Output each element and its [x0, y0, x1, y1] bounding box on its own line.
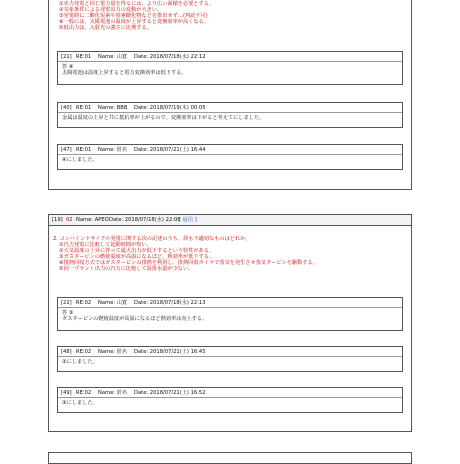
- reply-post: [57, 346, 403, 372]
- thread-01: [48, 0, 412, 190]
- reply-body-line: 答 ④: [62, 64, 74, 70]
- question-line: ①汽力発電に比較して起動時間が短い。: [59, 242, 152, 248]
- reply-header: [58, 297, 402, 308]
- question-line: ⑤同一プラント出力の汽力に比較して温排水量が少ない。: [59, 266, 194, 272]
- reply-header: [58, 51, 402, 62]
- reply-id: [40]: [61, 105, 72, 111]
- question-line: ①火力発電と同じ電力量を得るには、より広い面積を必要とする。: [59, 1, 215, 7]
- reply-name: Name: 匿名: [98, 147, 128, 153]
- question-line: ③発電時に二酸化炭素や窒素酸化物などを排出せず…(判読不可): [59, 13, 208, 19]
- reply-date: Date: 2018/07/21(土) 16:44: [134, 147, 206, 153]
- question-line: ②大気温度の上昇に伴って最大出力が低下するという特性がある。: [59, 248, 215, 254]
- reply-header: [58, 144, 402, 155]
- reply-id: [22]: [61, 300, 72, 306]
- reply-date: Date: 2018/07/21(土) 16:45: [134, 349, 206, 355]
- thread-02: [48, 214, 412, 432]
- reply-tag: RE:01: [76, 105, 92, 111]
- reply-body-line: 金属は温度の上昇と共に抵抗率が上がるので、変換効率は下がると考えてにしました。: [62, 115, 265, 121]
- reply-tag: RE:02: [76, 349, 92, 355]
- thread-number: 02: [66, 217, 73, 223]
- reply-body-line: ③にしました。: [62, 359, 98, 365]
- question-line: ④排熱回収方式ではガスタービンの排熱を利用し、排熱回収ボイラで蒸気を発生させ蒸気タービンを駆動する。: [59, 260, 318, 266]
- reply-name: Name: BBB: [98, 105, 128, 111]
- thread-header: [49, 215, 411, 226]
- reply-id: [48]: [61, 349, 72, 355]
- reply-date: Date: 2018/07/21(土) 16:52: [134, 390, 206, 396]
- reply-post: [57, 144, 403, 170]
- reply-header: [58, 346, 402, 357]
- thread-author: Name: APEO: [76, 217, 109, 223]
- question-line: ⑤低出力は、入射光の強さに比例する。: [59, 25, 152, 31]
- reply-name: Name: 山寛: [98, 300, 128, 306]
- thread-date: Date: 2018/07/18(水) 22:08: [109, 217, 181, 223]
- reply-post: [57, 102, 403, 128]
- thread-id: [19]: [52, 217, 63, 223]
- reply-body-line: ④にしました。: [62, 157, 98, 163]
- reply-body-line: ガスタービンの燃焼温度が高温になるほど熱効率は向上する。: [62, 316, 208, 322]
- reply-date: Date: 2018/07/19(木) 00:05: [134, 105, 206, 111]
- reply-name: Name: 匿名: [98, 390, 128, 396]
- reply-date: Date: 2018/07/18(水) 22:12: [134, 54, 206, 60]
- reply-id: [49]: [61, 390, 72, 396]
- question-line: ③ガスタービンの燃焼温度が高温になるほど、熱効率が低下する。: [59, 254, 215, 260]
- question-line: ④一般には、太陽電池の温度が上昇すると変換効率が高くなる。: [59, 19, 209, 25]
- thread-03: [48, 452, 412, 464]
- reply-tag: RE:02: [76, 300, 92, 306]
- reply-tag: RE:02: [76, 390, 92, 396]
- reply-post: [57, 297, 403, 331]
- reply-post: [57, 51, 403, 85]
- reply-name: Name: 匿名: [98, 349, 128, 355]
- reply-body-line: ③にしました。: [62, 400, 98, 406]
- reply-date: Date: 2018/07/18(水) 22:13: [134, 300, 206, 306]
- reply-name: Name: 山寛: [98, 54, 128, 60]
- reply-id: [21]: [61, 54, 72, 60]
- reply-header: [58, 387, 402, 398]
- reply-tag: RE:01: [76, 147, 92, 153]
- reply-header: [58, 102, 402, 113]
- question-line: ②気象条件による発電出力の変動が大きい。: [59, 7, 163, 13]
- reply-post: [57, 387, 403, 413]
- reply-id: [47]: [61, 147, 72, 153]
- reply-body-line: 太陽電池は温度上昇すると電力変換効率は低下する。: [62, 70, 187, 76]
- reply-body-line: 答 ③: [62, 310, 74, 316]
- question-line: 2. コンバインドサイクル発電に関する次の記述のうち、誤も不適切なものはどれか。: [53, 236, 251, 242]
- reply-tag: RE:01: [76, 54, 92, 60]
- reply-link[interactable]: [ 返信 ]: [179, 217, 197, 223]
